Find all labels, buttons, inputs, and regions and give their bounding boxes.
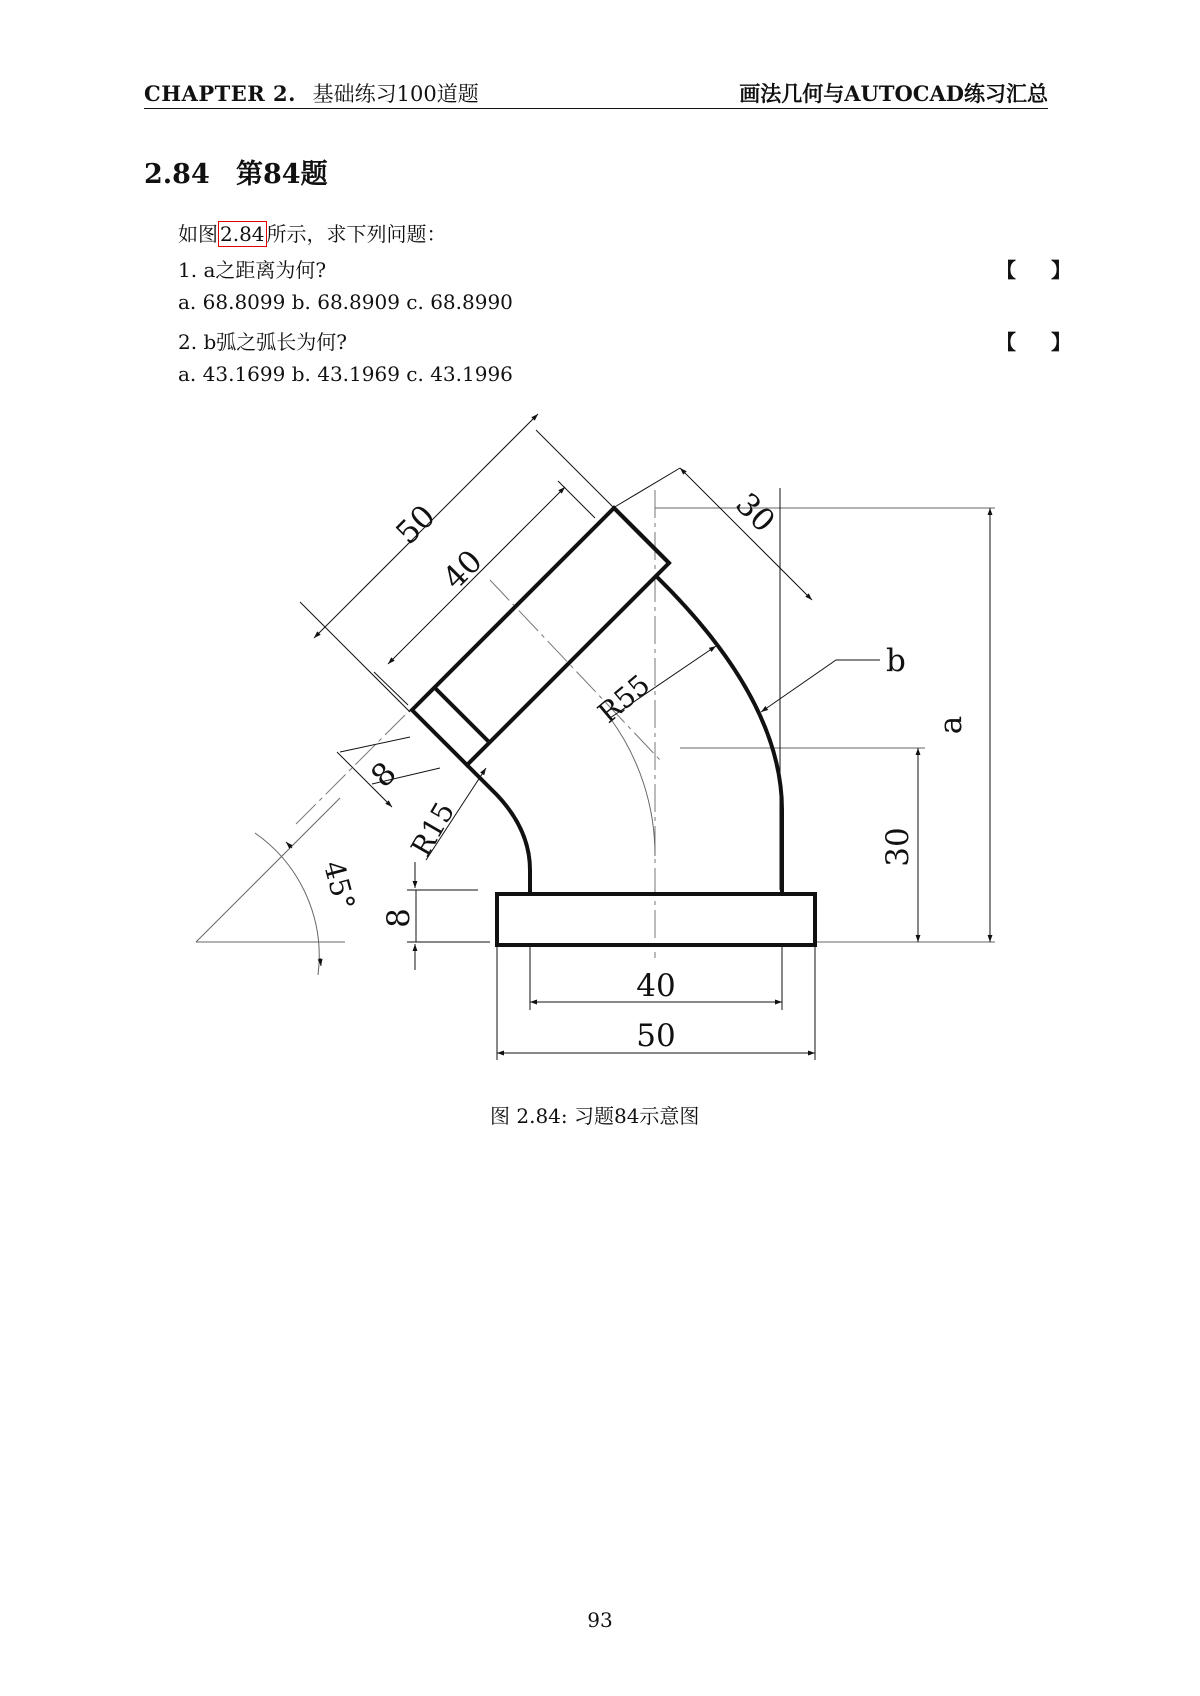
outer-arc-b bbox=[657, 577, 782, 894]
figure-reference-link[interactable]: 2.84 bbox=[220, 222, 265, 246]
r15-label: R15 bbox=[404, 796, 462, 863]
question-2: 2. b弧之弧长为何? bbox=[178, 330, 347, 354]
dim-50-top-label: 50 bbox=[389, 498, 443, 552]
r55-label: R55 bbox=[591, 667, 657, 730]
intro-prefix: 如图 bbox=[178, 222, 218, 246]
page-number: 93 bbox=[587, 1608, 613, 1632]
leader-b-label: b bbox=[886, 643, 906, 679]
inner-fillet-r15 bbox=[467, 765, 530, 894]
angle-45-arc bbox=[255, 833, 319, 975]
chapter-title: 基础练习100道题 bbox=[312, 82, 479, 106]
intro-suffix: 所示，求下列问题： bbox=[266, 222, 447, 246]
section-number: 2.84 bbox=[144, 159, 210, 190]
dim-8-flange-label: 8 bbox=[364, 755, 404, 795]
answer-bracket-1[interactable]: 【 】 bbox=[996, 258, 1085, 282]
question-1: 1. a之距离为何? bbox=[178, 258, 327, 282]
dim-8-base-label: 8 bbox=[381, 908, 417, 928]
construction-lines bbox=[196, 508, 995, 975]
dim-30-top-line bbox=[680, 468, 812, 600]
chapter-heading bbox=[144, 78, 479, 108]
extension-lines bbox=[300, 430, 815, 1060]
running-head bbox=[144, 74, 1048, 109]
answer-bracket-2[interactable]: 【 】 bbox=[996, 330, 1085, 354]
dim-30-top-label: 30 bbox=[728, 486, 782, 540]
chapter-label: CHAPTER 2. bbox=[144, 81, 296, 106]
elbow-pipe-drawing bbox=[0, 380, 1200, 1100]
dim-40-top-label: 40 bbox=[436, 543, 490, 597]
flange-inner-line-1 bbox=[435, 688, 490, 743]
dim-30-right-label: 30 bbox=[880, 827, 916, 867]
dim-50-bottom-label: 50 bbox=[636, 1018, 676, 1054]
figure-caption: 图 2.84: 习题84示意图 bbox=[490, 1104, 700, 1128]
book-title: 画法几何与AUTOCAD练习汇总 bbox=[739, 81, 1048, 106]
dim-a-label: a bbox=[933, 715, 969, 735]
question-1-options: a. 68.8099 b. 68.8909 c. 68.8990 bbox=[178, 290, 513, 314]
question-2-options: a. 43.1699 b. 43.1969 c. 43.1996 bbox=[178, 362, 513, 386]
dim-40-bottom-label: 40 bbox=[636, 968, 676, 1004]
intro-line bbox=[178, 218, 447, 247]
dimension-lines bbox=[286, 414, 990, 1053]
angle-45-label: 45° bbox=[316, 857, 362, 914]
base-flange bbox=[497, 894, 815, 945]
angled-flange bbox=[412, 508, 669, 765]
section-name: 第84题 bbox=[236, 159, 328, 190]
r55-center-arc bbox=[610, 718, 655, 856]
section-title bbox=[144, 152, 328, 191]
b-leader bbox=[761, 660, 880, 712]
